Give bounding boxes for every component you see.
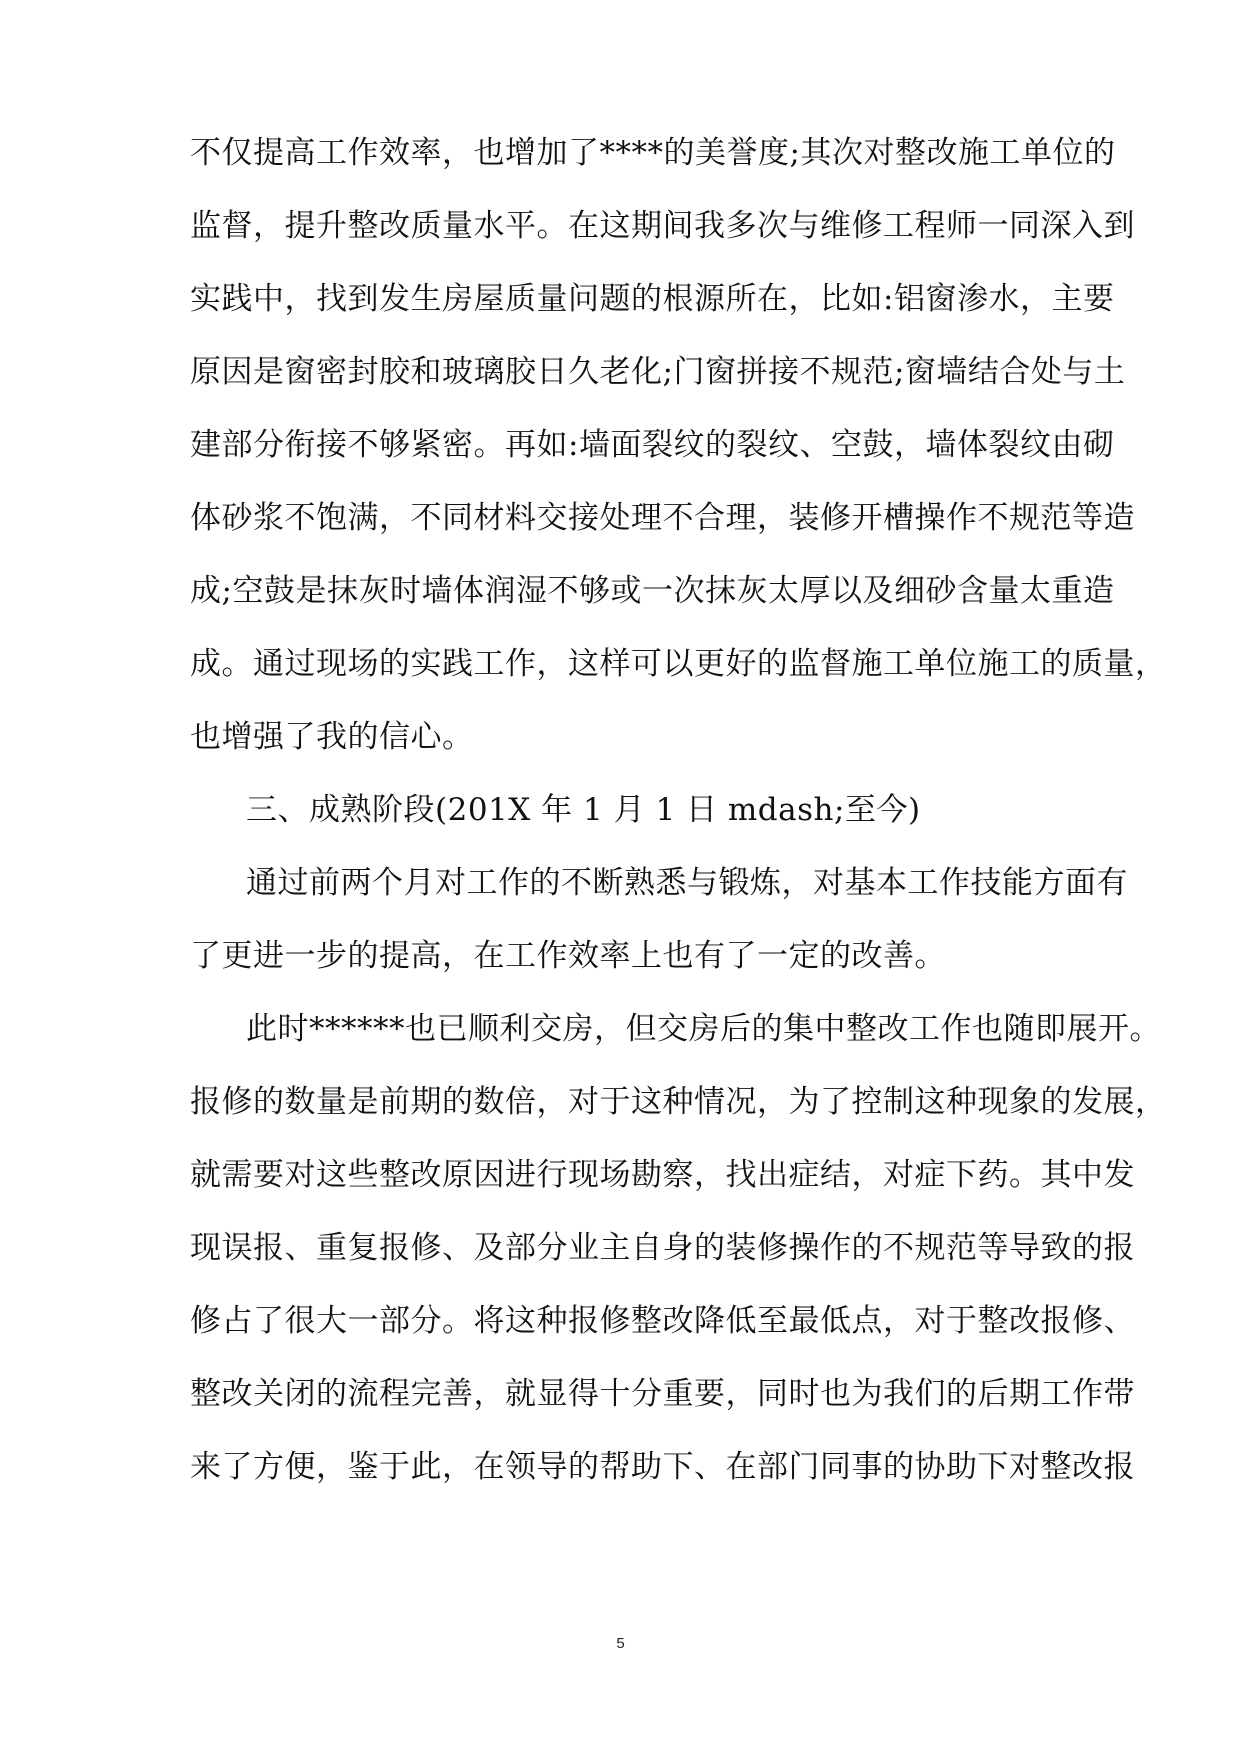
paragraph-line: 建部分衔接不够紧密。再如:墙面裂纹的裂纹、空鼓，墙体裂纹由砌 — [190, 427, 1115, 463]
paragraph-line: 了更进一步的提高，在工作效率上也有了一定的改善。 — [190, 938, 946, 974]
paragraph-line: 成;空鼓是抹灰时墙体润湿不够或一次抹灰太厚以及细砂含量太重造 — [190, 573, 1115, 609]
paragraph-line: 报修的数量是前期的数倍，对于这种情况，为了控制这种现象的发展， — [190, 1084, 1167, 1120]
page-number: 5 — [616, 1635, 625, 1652]
paragraph-line: 就需要对这些整改原因进行现场勘察，找出症结，对症下药。其中发 — [190, 1157, 1135, 1193]
paragraph-line: 体砂浆不饱满，不同材料交接处理不合理，装修开槽操作不规范等造 — [190, 500, 1135, 536]
paragraph-line: 通过前两个月对工作的不断熟悉与锻炼，对基本工作技能方面有 — [246, 865, 1128, 901]
paragraph-line: 监督，提升整改质量水平。在这期间我多次与维修工程师一同深入到 — [190, 208, 1135, 244]
paragraph-line: 成。通过现场的实践工作，这样可以更好的监督施工单位施工的质量， — [190, 646, 1167, 682]
paragraph-line: 现误报、重复报修、及部分业主自身的装修操作的不规范等导致的报 — [190, 1230, 1135, 1266]
paragraph-line: 实践中，找到发生房屋质量问题的根源所在，比如:铝窗渗水，主要 — [190, 281, 1115, 317]
section-heading: 三、成熟阶段(201X 年 1 月 1 日 mdash;至今) — [246, 792, 921, 828]
paragraph-line: 此时******也已顺利交房，但交房后的集中整改工作也随即展开。 — [246, 1011, 1161, 1047]
paragraph-line: 修占了很大一部分。将这种报修整改降低至最低点，对于整改报修、 — [190, 1303, 1135, 1339]
paragraph-line: 原因是窗密封胶和玻璃胶日久老化;门窗拼接不规范;窗墙结合处与土 — [190, 354, 1126, 390]
paragraph-line: 整改关闭的流程完善，就显得十分重要，同时也为我们的后期工作带 — [190, 1376, 1135, 1412]
paragraph-line: 也增强了我的信心。 — [190, 719, 474, 755]
paragraph-line: 来了方便，鉴于此，在领导的帮助下、在部门同事的协助下对整改报 — [190, 1449, 1135, 1485]
paragraph-line: 不仅提高工作效率，也增加了****的美誉度;其次对整改施工单位的 — [190, 135, 1116, 171]
